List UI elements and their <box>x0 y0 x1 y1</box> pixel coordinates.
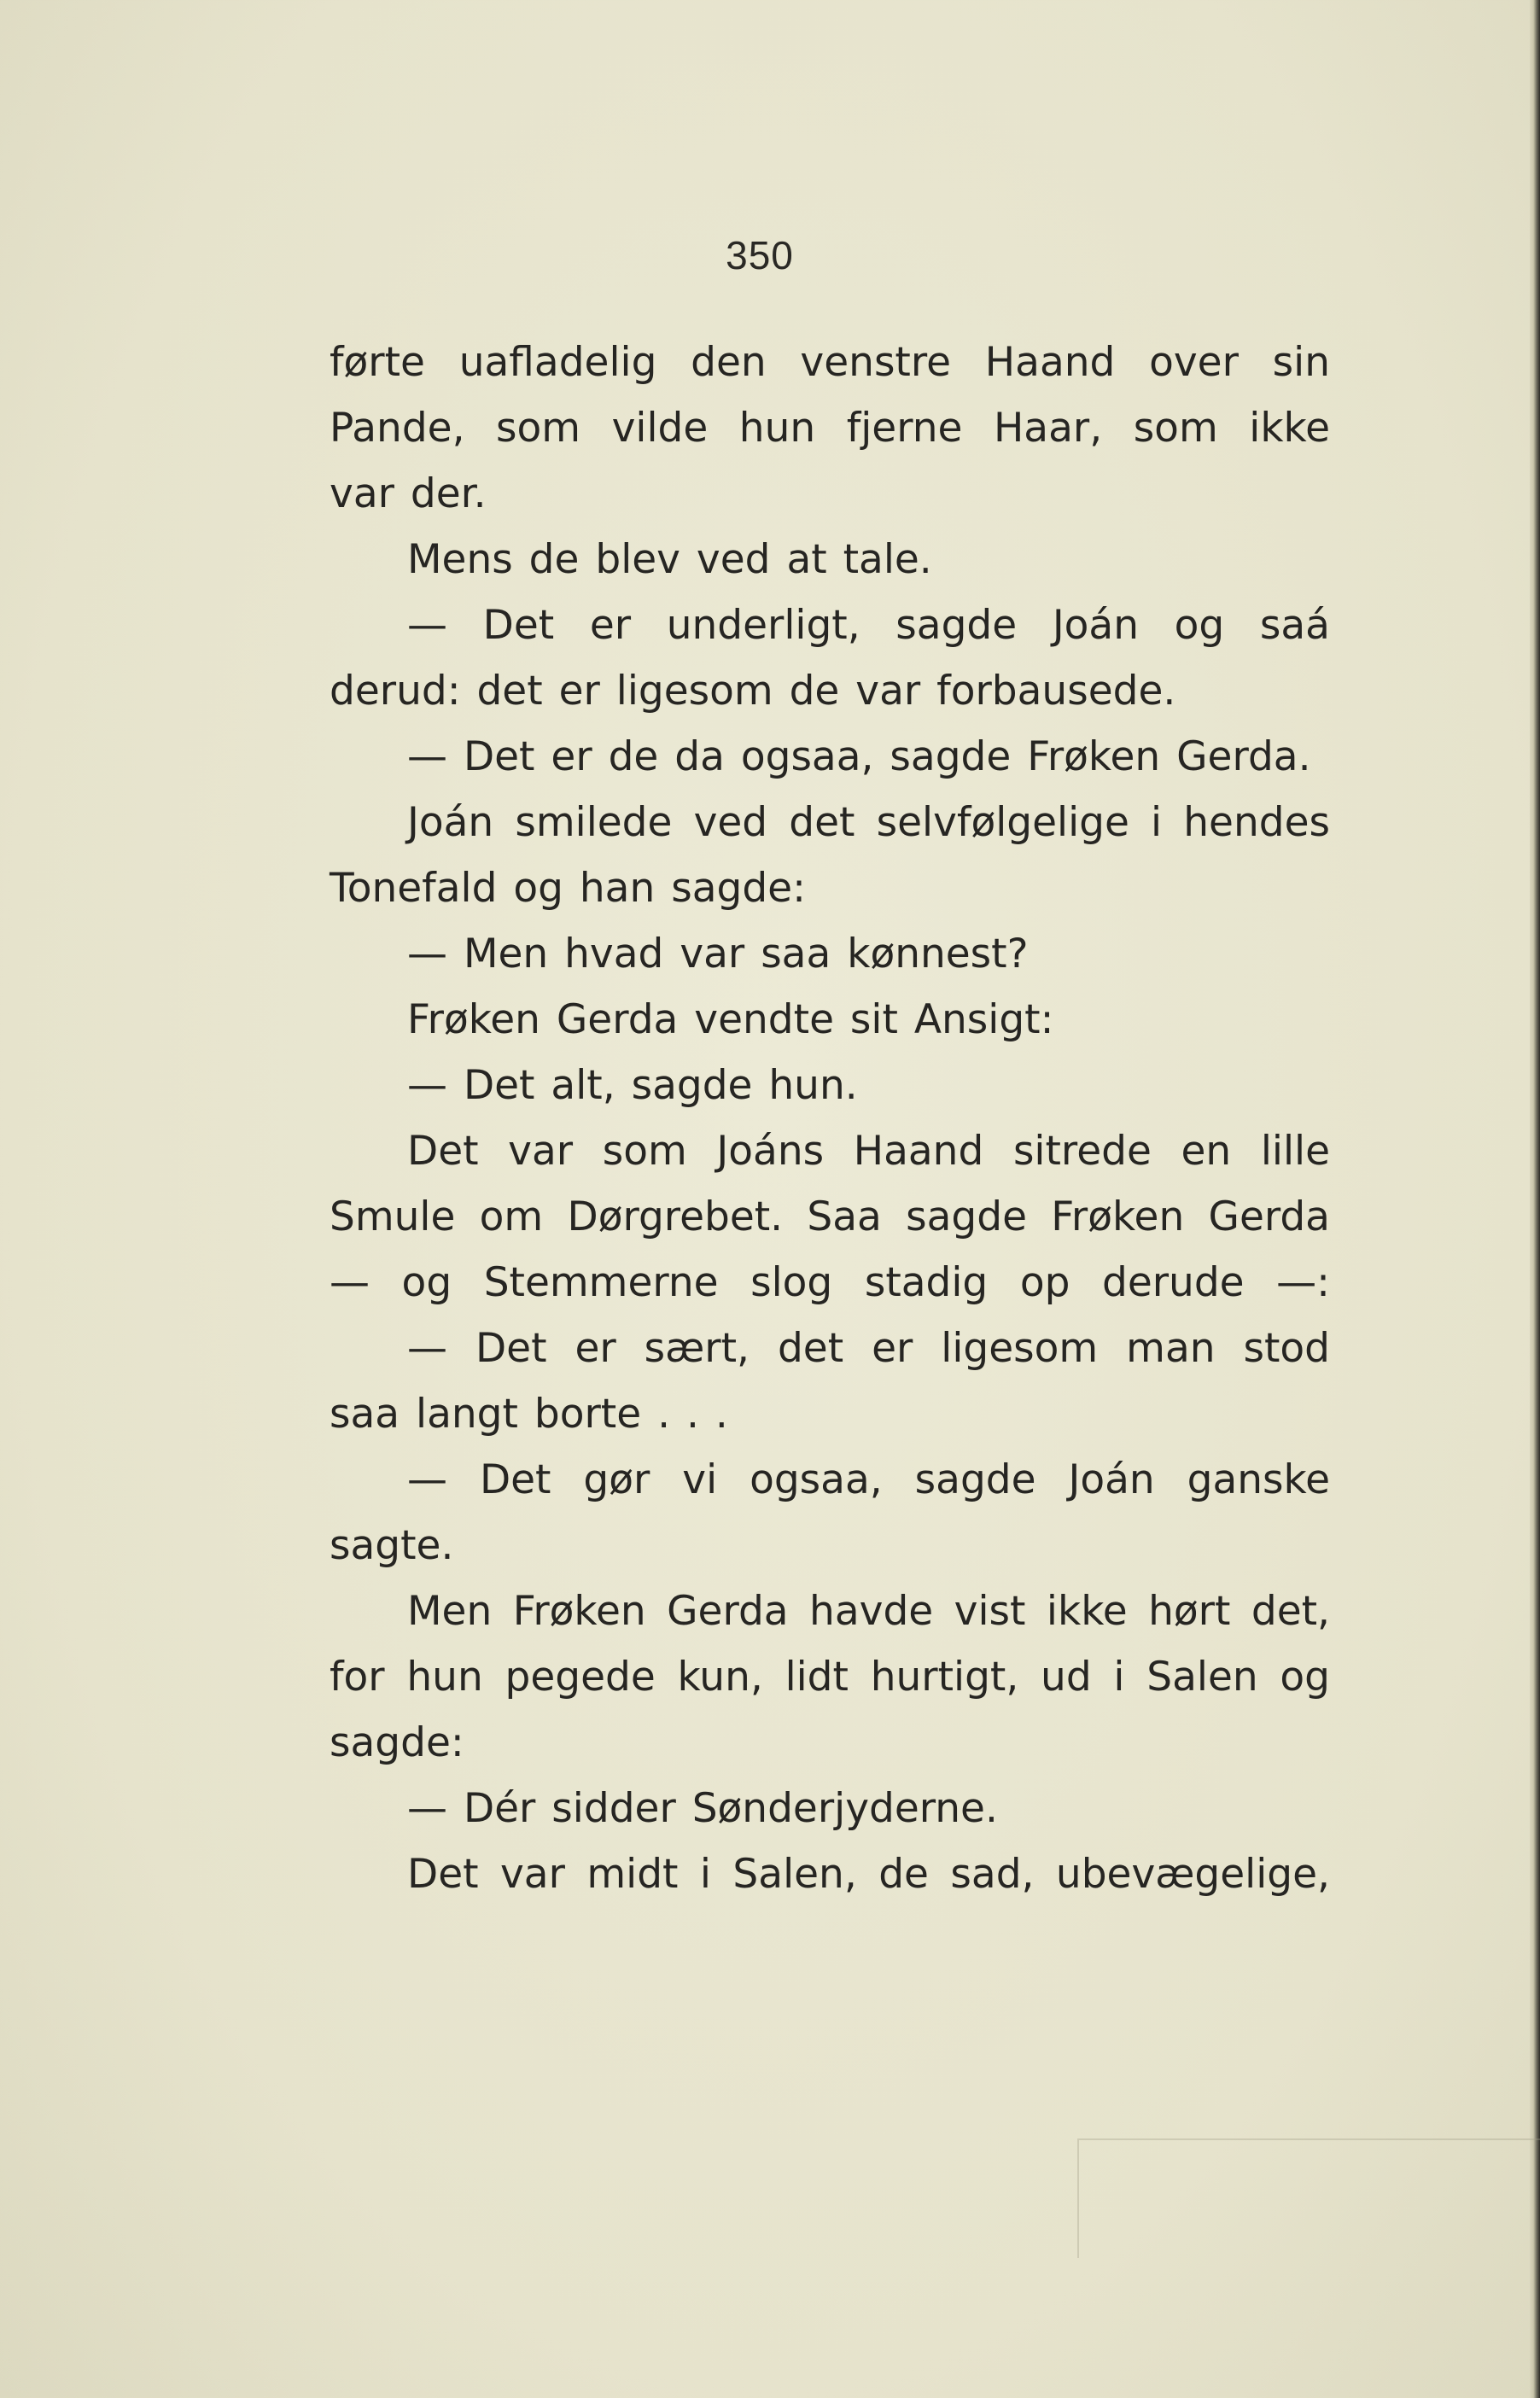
text-line: Det var som Joáns Haand sitrede en lille <box>407 1128 1330 1175</box>
text-line: Smule om Dørgrebet. Saa sagde Frøken Gerda <box>330 1193 1330 1240</box>
page-edge <box>1530 0 1540 2398</box>
text-line: derud: det er ligesom de var forbausede. <box>330 668 1176 715</box>
text-line: — Dér sidder Sønderjyderne. <box>407 1785 998 1832</box>
text-line: Frøken Gerda vendte sit Ansigt: <box>407 996 1054 1043</box>
text-line: sagde: <box>330 1719 464 1766</box>
text-line: Men Frøken Gerda havde vist ikke hørt det, <box>407 1588 1330 1635</box>
page-number: 350 <box>726 233 794 277</box>
paper-stain <box>1077 2138 1540 2258</box>
text-line: — og Stemmerne slog stadig op derude —: <box>330 1259 1330 1306</box>
text-line: Tonefald og han sagde: <box>330 865 806 912</box>
text-line: — Det gør vi ogsaa, sagde Joán ganske <box>407 1456 1330 1503</box>
text-line: var der. <box>330 470 487 517</box>
text-line: Mens de blev ved at tale. <box>407 536 932 583</box>
text-line: saa langt borte . . . <box>330 1391 728 1438</box>
body-text <box>330 330 1330 1907</box>
text-line: sagte. <box>330 1522 454 1569</box>
text-line: Pande, som vilde hun fjerne Haar, som ikke <box>330 405 1330 452</box>
text-line: førte uafladelig den venstre Haand over sin <box>330 339 1330 386</box>
text-line: — Det er underligt, sagde Joán og saá <box>407 602 1330 649</box>
text-line: — Det alt, sagde hun. <box>407 1062 858 1109</box>
text-line: — Men hvad var saa kønnest? <box>407 931 1029 977</box>
text-line: Det var midt i Salen, de sad, ubevægelige, <box>407 1851 1330 1898</box>
text-line: — Det er sært, det er ligesom man stod <box>407 1325 1330 1372</box>
text-line: — Det er de da ogsaa, sagde Frøken Gerda. <box>407 733 1311 780</box>
text-line: for hun pegede kun, lidt hurtigt, ud i Salen og <box>330 1654 1330 1701</box>
text-line: Joán smilede ved det selvfølgelige i hendes <box>407 799 1330 846</box>
